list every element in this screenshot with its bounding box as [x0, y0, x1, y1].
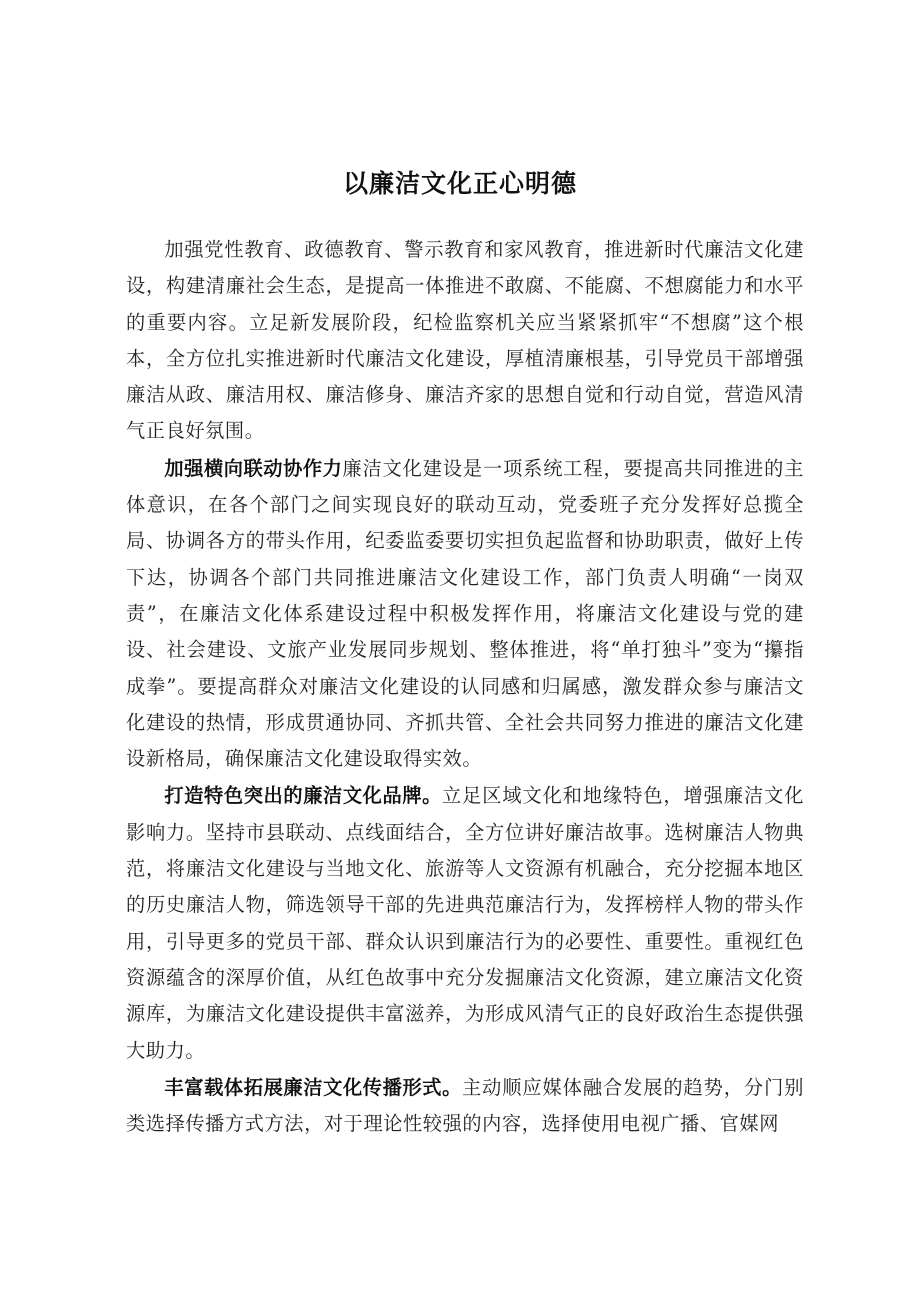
paragraph-heading: 丰富载体拓展廉洁文化传播形式。	[164, 1075, 462, 1099]
paragraph-communication-forms	[126, 1070, 804, 1143]
paragraph-intro	[126, 232, 804, 450]
document-title: 以廉洁文化正心明德	[342, 169, 577, 198]
paragraph-text: 立足区域文化和地缘特色，增强廉洁文化影响力。坚持市县联动、点线面结合，全方位讲好廉洁故事。选树廉洁人物典范，将廉洁文化建设与当地文化、旅游等人文资源有机融合，充分挖掘本地区的历史廉洁人物，筛选领导干部的先进典范廉洁行为，发挥榜样人物的带头作用，引导更多的党员干部、群众认识到廉洁行为的必要性、重要性。重视红色资源蕴含的深厚价值，从红色故事中充分发掘廉洁文化资源，建立廉洁文化资源库，为廉洁文化建设提供丰富滋养，为形成风清气正的良好政治生态提供强大助力。	[126, 784, 804, 1062]
paragraph-heading: 打造特色突出的廉洁文化品牌。	[164, 784, 442, 808]
paragraph-heading: 加强横向联动协作力	[164, 456, 343, 480]
document-body	[126, 232, 804, 1143]
paragraph-culture-brand	[126, 778, 804, 1068]
paragraph-text: 主动顺应媒体融合发展的趋势，分门别类选择传播方式方法，对于理论性较强的内容，选择使用电视广播、官媒网	[126, 1075, 805, 1136]
paragraph-horizontal-coordination	[126, 451, 804, 778]
paragraph-text: 廉洁文化建设是一项系统工程，要提高共同推进的主体意识，在各个部门之间实现良好的联动互动，党委班子充分发挥好总揽全局、协调各方的带头作用，纪委监委要切实担负起监督和协助职责，做好上传下达，协调各个部门共同推进廉洁文化建设工作，部门负责人明确“一岗双责”，在廉洁文化体系建设过程中积极发挥作用，将廉洁文化建设与党的建设、社会建设、文旅产业发展同步规划、整体推进，将“单打独斗”变为“攥指成拳”。要提高群众对廉洁文化建设的认同感和归属感，激发群众参与廉洁文化建设的热情，形成贯通协同、齐抓共管、全社会共同努力推进的廉洁文化建设新格局，确保廉洁文化建设取得实效。	[126, 456, 804, 771]
paragraph-text: 加强党性教育、政德教育、警示教育和家风教育，推进新时代廉洁文化建设，构建清廉社会生态，是提高一体推进不敢腐、不能腐、不想腐能力和水平的重要内容。立足新发展阶段，纪检监察机关应当紧紧抓牢“不想腐”这个根本，全方位扎实推进新时代廉洁文化建设，厚植清廉根基，引导党员干部增强廉洁从政、廉洁用权、廉洁修身、廉洁齐家的思想自觉和行动自觉，营造风清气正良好氛围。	[126, 238, 804, 443]
